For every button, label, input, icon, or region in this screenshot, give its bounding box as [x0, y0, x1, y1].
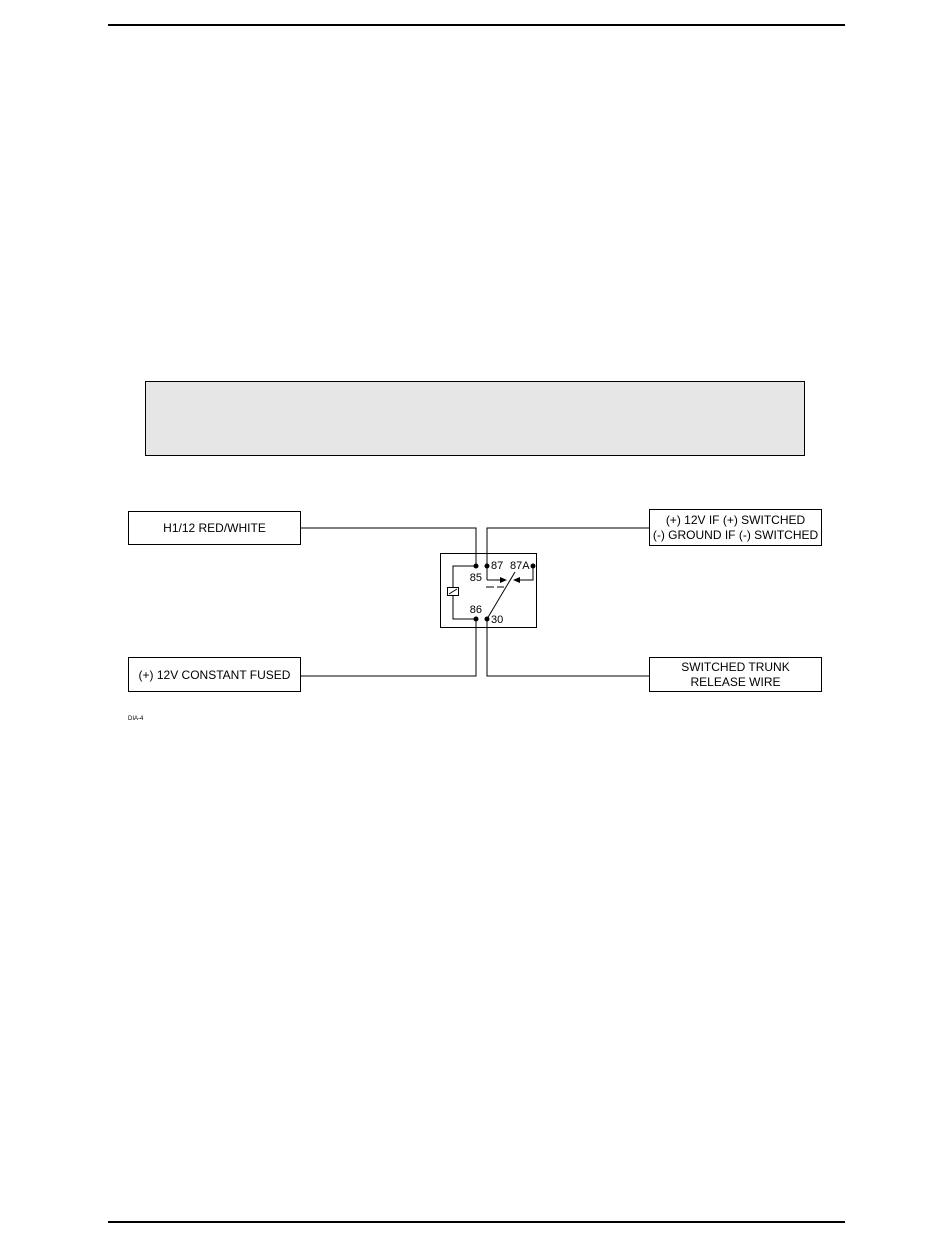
box-right-top-line2: (-) GROUND IF (-) SWITCHED: [652, 528, 819, 542]
bottom-rule: [108, 1221, 845, 1223]
pin-87-label: 87: [491, 560, 504, 572]
terminal-85-dot: [474, 564, 479, 569]
pin-87a-label: 87A: [510, 560, 530, 572]
terminal-87-dot: [485, 564, 490, 569]
terminal-87a-dot: [531, 564, 536, 569]
diagram-ref-code: DIA-4: [128, 716, 144, 722]
box-right-bottom-line1: SWITCHED TRUNK: [681, 660, 790, 674]
pin-30-label: 30: [491, 614, 504, 626]
terminal-30-dot: [485, 617, 490, 622]
box-left-bottom-label: (+) 12V CONSTANT FUSED: [138, 668, 291, 682]
box-right-top-line1: (+) 12V IF (+) SWITCHED: [665, 513, 806, 527]
box-right-bottom-line2: RELEASE WIRE: [690, 675, 781, 689]
terminal-86-dot: [474, 617, 479, 622]
pin-85-label: 85: [469, 572, 482, 584]
box-left-top-label: H1/12 RED/WHITE: [163, 521, 266, 535]
pin-86-label: 86: [469, 604, 482, 616]
